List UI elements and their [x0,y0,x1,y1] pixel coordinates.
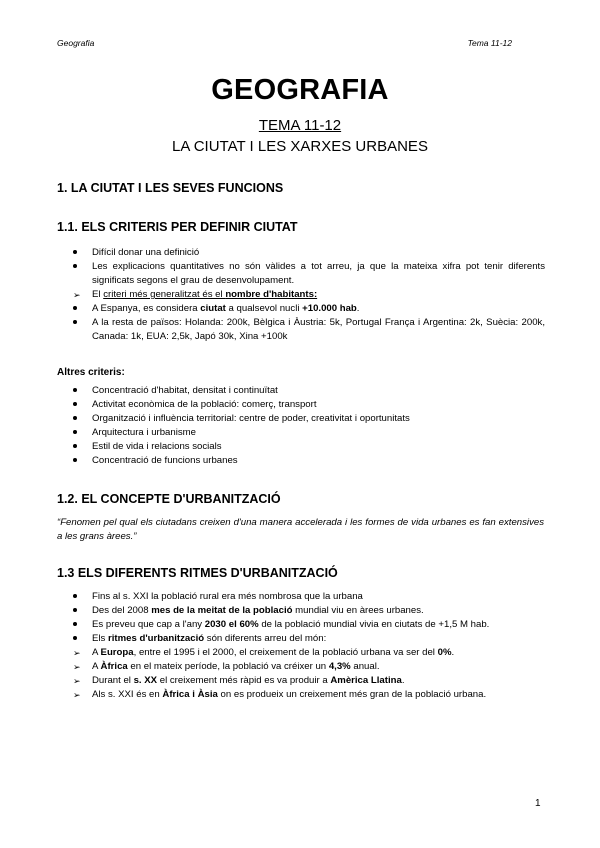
bullet-icon [73,444,77,448]
bullet-icon [73,388,77,392]
arrow-icon: ➢ [73,662,81,672]
bullet-icon [73,264,77,268]
running-header-right: Tema 11-12 [467,38,512,48]
list-item: Es preveu que cap a l'any 2030 el 60% de la població mundial vivia en ciutats de +1,5 M hab. [57,618,545,632]
list-item: Les explicacions quantitatives no són vàlides a tot arreu, ja que la mateixa xifra pot tenir diferents significats segons el grau de desenvolupament. [57,260,545,288]
bullet-icon [73,250,77,254]
running-header-left: Geografia [57,38,95,48]
list-item: Activitat econòmica de la població: comerç, transport [57,398,545,412]
list-item: ➢ Durant el s. XX el creixement més ràpid es va produir a Amèrica Llatina. [73,675,405,686]
list-item: ➢ A Àfrica en el mateix període, la població va créixer un 4,3% anual. [73,661,380,672]
section-heading-1-1: 1.1. ELS CRITERIS PER DEFINIR CIUTAT [57,220,298,234]
section-heading-1: 1. LA CIUTAT I LES SEVES FUNCIONS [57,181,284,195]
page-title: GEOGRAFIA [211,74,389,106]
altres-criteris-title: Altres criteris: [57,367,125,378]
arrow-icon: ➢ [73,648,81,658]
list-item: ➢ El criteri més generalitzat és el nombre d'habitants: [73,289,318,300]
bullet-icon [73,320,77,324]
list-item: Arquitectura i urbanisme [57,426,545,440]
list-item: ➢ Als s. XXI és en Àfrica i Àsia on es produeix un creixement més gran de la població urbana. [73,689,487,700]
list-item: Els ritmes d'urbanització són diferents arreu del món: [57,632,545,646]
section-heading-1-2: 1.2. EL CONCEPTE D'URBANITZACIÓ [57,492,281,506]
bullet-icon [73,430,77,434]
page-number: 1 [535,798,541,809]
list-item: A Espanya, es considera ciutat a qualsevol nucli +10.000 hab. [57,302,545,316]
bullet-icon [73,608,77,612]
list-item: Concentració d'habitat, densitat i continuïtat [57,384,545,398]
bullet-icon [73,594,77,598]
section-heading-1-3: 1.3 ELS DIFERENTS RITMES D'URBANITZACIÓ [57,566,338,580]
bullet-icon [73,402,77,406]
ritmes-list [57,590,545,702]
bullet-icon [73,458,77,462]
list-item: Des del 2008 mes de la meitat de la població mundial viu en àrees urbanes. [57,604,545,618]
arrow-icon: ➢ [73,676,81,686]
altres-criteris-list [57,384,545,468]
bullet-icon [73,416,77,420]
list-item: Difícil donar una definició [57,246,545,260]
tema-heading: TEMA 11-12 [258,117,342,134]
bullet-icon [73,636,77,640]
subtitle: LA CIUTAT I LES XARXES URBANES [172,138,428,155]
urbanitzacio-definition-quote: “Fenomen pel qual els ciutadans creixen d'una manera accelerada i les formes de vida urbanes es fan extensives a les grans àrees.” [57,517,544,542]
bullet-icon [73,622,77,626]
list-item: Concentració de funcions urbanes [57,454,545,468]
list-item: Organització i influència territorial: centre de poder, creativitat i oportunitats [57,412,545,426]
list-item: A la resta de països: Holanda: 200k, Bèlgica i Àustria: 5k, Portugal França i Argentina: 2k, Suècia: 200k, Canada: 1k, EUA: 2,5k, Japó 30k, Xina +100k [57,316,545,344]
list-item: Estil de vida i relacions socials [57,440,545,454]
arrow-icon: ➢ [73,290,81,300]
list-item: ➢ A Europa, entre el 1995 i el 2000, el creixement de la població urbana va ser del 0%. [73,647,455,658]
arrow-icon: ➢ [73,690,81,700]
criteris-list [57,246,545,344]
bullet-icon [73,306,77,310]
list-item: Fins al s. XXI la població rural era més nombrosa que la urbana [57,590,545,604]
